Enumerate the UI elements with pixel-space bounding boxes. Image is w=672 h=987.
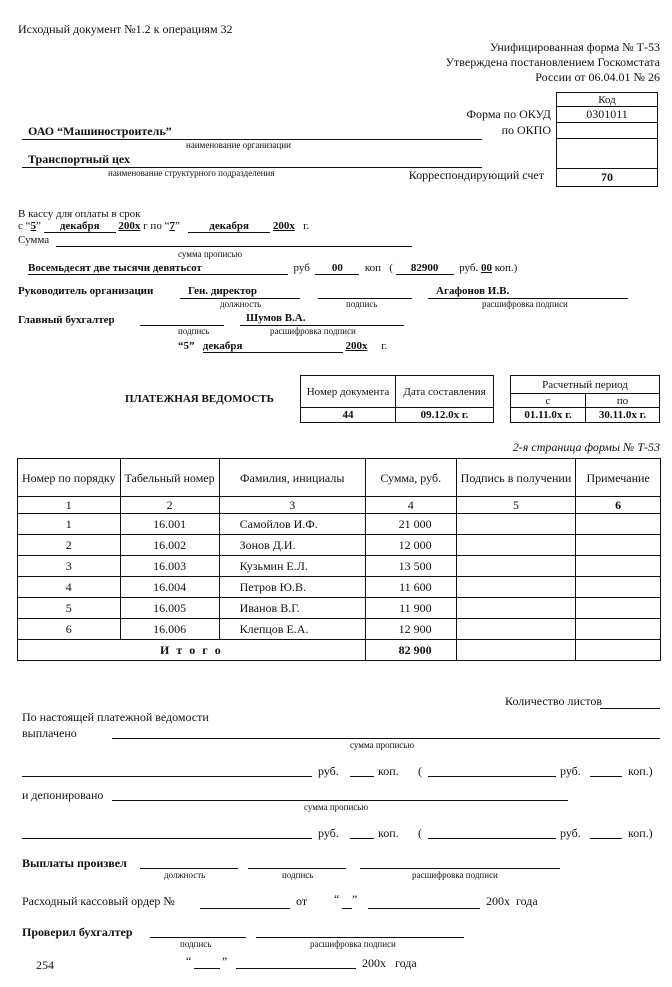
checked-cap-sign: подпись	[180, 939, 212, 949]
organization-name: ОАО “Машиностроитель”	[28, 124, 172, 138]
period-to: 30.11.0x г.	[586, 408, 660, 423]
table-row: 4 16.004 Петров Ю.В. 11 600	[18, 577, 661, 598]
paid-line2: выплачено	[22, 726, 77, 740]
statement-title: ПЛАТЕЖНАЯ ВЕДОМОСТЬ	[125, 393, 274, 405]
accountant-cap-name: расшифровка подписи	[270, 326, 356, 336]
table-header-row	[18, 459, 661, 497]
doc-number-box	[300, 375, 494, 423]
period-to-label: по	[586, 394, 660, 408]
organization-caption: наименование организации	[186, 140, 291, 150]
year-from: 200x	[118, 220, 141, 232]
total-sum: 82 900	[365, 640, 456, 661]
okud-value: 0301011	[557, 107, 658, 123]
okpo-label: по ОКПО	[501, 123, 551, 137]
checked-cap-name: расшифровка подписи	[310, 939, 396, 949]
month-from: декабря	[44, 220, 116, 233]
period-label: Расчетный период	[511, 376, 660, 394]
paid-caption: сумма прописью	[350, 740, 415, 750]
month-to: декабря	[188, 220, 270, 233]
date-label: Дата составления	[396, 376, 494, 408]
total-label: И т о г о	[18, 640, 366, 661]
sum-caption: сумма прописью	[178, 249, 243, 259]
sum-words: Восемьдесят две тысячи девятьсот	[28, 262, 288, 275]
page2-note: 2-я страница формы № Т-53	[512, 440, 660, 454]
accountant-cap-sign: подпись	[178, 326, 210, 336]
payment-term-label: В кассу для оплаты в срок	[18, 208, 141, 220]
head-cap-position: должность	[220, 299, 262, 309]
sum-label: Сумма	[18, 234, 50, 246]
col-header: Примечание	[576, 459, 661, 497]
okud-label: Форма по ОКУД	[466, 107, 551, 121]
corr-account-label: Корреспондирующий счет	[408, 168, 544, 182]
cash-order-year: 200x года	[486, 894, 538, 908]
period-from: 01.11.0x г.	[511, 408, 586, 423]
period-from-label: с	[511, 394, 586, 408]
doc-no-label: Номер документа	[301, 376, 396, 408]
corr-account-value: 70	[557, 169, 658, 187]
accountant-label: Главный бухгалтер	[18, 314, 115, 326]
sum-words-line: Восемьдесят две тысячи девятьсот руб 00 коп ( 82900 руб. 00 коп.)	[28, 262, 518, 274]
form-header-line1: Унифицированная форма № Т-53	[489, 40, 660, 54]
paid-by-label: Выплаты произвел	[22, 856, 127, 870]
paid-by-cap-sign: подпись	[282, 870, 314, 880]
approval-month: декабря	[203, 340, 343, 353]
sum-figure: 82900	[396, 262, 454, 275]
deposited-caption: сумма прописью	[304, 802, 369, 812]
payroll-table	[17, 458, 661, 661]
cash-order-label: Расходный кассовый ордер №	[22, 894, 175, 908]
paid-rub: руб.	[318, 764, 339, 778]
col-header: Фамилия, инициалы	[219, 459, 365, 497]
table-row: 3 16.003 Кузьмин Е.Л. 13 500	[18, 556, 661, 577]
division-name: Транспортный цех	[28, 152, 130, 166]
period-box	[510, 375, 660, 423]
head-label: Руководитель организации	[18, 285, 154, 297]
kod-label: Код	[557, 93, 658, 107]
head-cap-name: расшифровка подписи	[482, 299, 568, 309]
deposited-label: и депонировано	[22, 788, 104, 802]
codes-box	[556, 92, 658, 187]
table-row: 2 16.002 Зонов Д.И. 12 000	[18, 535, 661, 556]
col-header: Подпись в получении	[456, 459, 576, 497]
division-caption: наименование структурного подразделения	[108, 168, 275, 178]
paid-by-cap-name: расшифровка подписи	[412, 870, 498, 880]
source-document-label: Исходный документ №1.2 к операциям 32	[18, 22, 233, 36]
total-row	[18, 640, 661, 661]
doc-no-value: 44	[301, 408, 396, 423]
checked-year: 200x года	[362, 956, 417, 970]
okpo-value	[557, 123, 658, 139]
col-number-row: 1 2 3 4 5 6	[18, 497, 661, 514]
page-number: 254	[36, 958, 54, 972]
paid-line1: По настоящей платежной ведомости	[22, 710, 209, 724]
sum-rub: 00	[315, 262, 359, 275]
table-row: 6 16.006 Клепцов Е.А. 12 900	[18, 619, 661, 640]
approval-date: “5” декабря 200x г.	[178, 340, 388, 352]
date-value: 09.12.0x г.	[396, 408, 494, 423]
checked-label: Проверил бухгалтер	[22, 925, 133, 939]
paid-by-cap-position: должность	[164, 870, 206, 880]
sum-kop: 00	[480, 262, 492, 274]
col-header: Сумма, руб.	[365, 459, 456, 497]
year-to: 200x	[272, 220, 295, 232]
payment-term-line: с “5” декабря 200x г по “7” декабря 200x г.	[18, 220, 310, 232]
head-position: Ген. директор	[188, 285, 257, 297]
form-header-line3: России от 06.04.01 № 26	[535, 70, 660, 84]
table-row: 1 16.001 Самойлов И.Ф. 21 000	[18, 514, 661, 535]
paid-kop: коп.	[378, 764, 399, 778]
table-row: 5 16.005 Иванов В.Г. 11 900	[18, 598, 661, 619]
accountant-name: Шумов В.А.	[246, 312, 306, 324]
col-header: Номер по порядку	[18, 459, 121, 497]
head-cap-sign: подпись	[346, 299, 378, 309]
head-name: Агафонов И.В.	[436, 285, 510, 297]
sheets-label: Количество листов	[505, 694, 602, 708]
form-header-line2: Утверждена постановлением Госкомстата	[445, 55, 660, 69]
col-header: Табельный номер	[120, 459, 219, 497]
